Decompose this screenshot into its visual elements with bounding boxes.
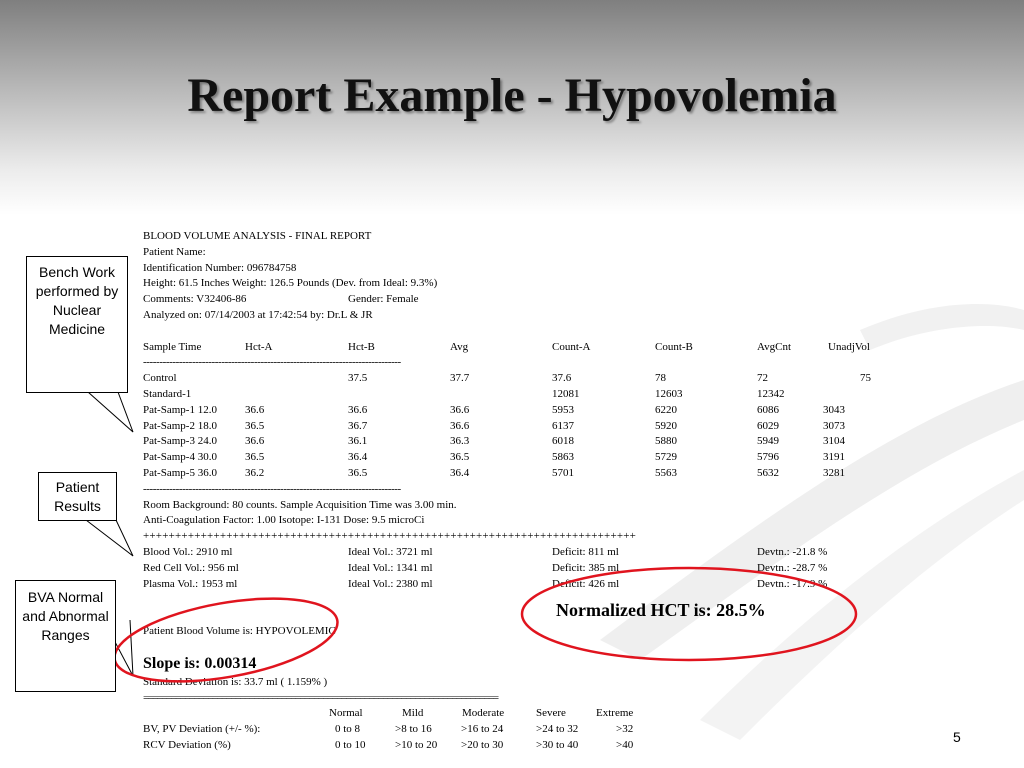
col-header: AvgCnt — [757, 340, 792, 353]
sample-row-cell: Pat-Samp-3 24.0 — [143, 435, 217, 448]
sample-row-cell: 5701 — [552, 466, 574, 479]
sample-row-cell: 5880 — [655, 435, 677, 448]
sample-row-cell: 6220 — [655, 403, 677, 416]
volume-row-cell: Plasma Vol.: 1953 ml — [143, 577, 238, 590]
bench-callout — [26, 256, 128, 393]
sample-row-cell: 3281 — [823, 466, 845, 479]
range-row-cell: >32 — [616, 723, 634, 736]
sample-row-cell: 6086 — [757, 403, 779, 416]
sample-row-cell: 36.4 — [348, 451, 368, 464]
col-header: UnadjVol — [828, 340, 870, 353]
volume-row-cell: Blood Vol.: 2910 ml — [143, 545, 233, 558]
range-row-cell: 0 to 10 — [335, 738, 366, 751]
bva-callout — [15, 580, 116, 692]
col-header: Sample Time — [143, 340, 202, 353]
sample-row-cell: 37.5 — [348, 372, 368, 385]
sample-row-cell: 6137 — [552, 419, 574, 432]
patient-callout-text: Patient Results — [54, 479, 101, 514]
sample-row-cell: 78 — [655, 372, 666, 385]
sample-row-cell: 36.6 — [348, 403, 368, 416]
sample-row-cell: 36.2 — [245, 466, 265, 479]
sample-row-cell: 5863 — [552, 451, 574, 464]
dash-line-text: ------------------------------------------------------------------------------- — [143, 482, 401, 495]
range-row-cell: >16 to 24 — [461, 723, 504, 736]
sample-row-cell: 36.6 — [450, 403, 470, 416]
sample-row-cell: 36.3 — [450, 435, 470, 448]
col-header: Count-B — [655, 340, 693, 353]
range-row-cell: >8 to 16 — [395, 723, 432, 736]
sample-row-cell: Pat-Samp-1 12.0 — [143, 403, 217, 416]
plus-line-text: +++++++++++++++++++++++++++++++++++++++++++++++++++++++++++++++++++++++++++++ — [143, 530, 637, 543]
sample-row-cell: 37.7 — [450, 372, 470, 385]
range-row-cell: >10 to 20 — [395, 738, 438, 751]
sample-row-cell: 3043 — [823, 403, 845, 416]
patient-callout — [38, 472, 117, 521]
comments-text: Comments: V32406-86 — [143, 293, 247, 306]
sample-row-cell: 36.7 — [348, 419, 368, 432]
sample-row-cell: 36.5 — [450, 451, 470, 464]
anticoag-text: Anti-Coagulation Factor: 1.00 Isotope: I-131 Dose: 9.5 microCi — [143, 514, 425, 527]
sample-row-cell: 36.6 — [245, 435, 265, 448]
sample-row-cell: Pat-Samp-4 30.0 — [143, 451, 217, 464]
sample-row-cell: 6018 — [552, 435, 574, 448]
volume-row-cell: Red Cell Vol.: 956 ml — [143, 561, 239, 574]
col-header: Hct-B — [348, 340, 375, 353]
analyzed-text: Analyzed on: 07/14/2003 at 17:42:54 by: Dr.L & JR — [143, 308, 373, 321]
std-dev-text: Standard Deviation is: 33.7 ml ( 1.159% ) — [143, 675, 328, 688]
volume-row-cell: Ideal Vol.: 1341 ml — [348, 561, 433, 574]
report-heading-text: BLOOD VOLUME ANALYSIS - FINAL REPORT — [143, 230, 372, 242]
col-header: Avg — [450, 340, 469, 353]
patient-bv-text: Patient Blood Volume is: HYPOVOLEMIC — [143, 625, 336, 638]
col-header: Hct-A — [245, 340, 273, 353]
sample-row-cell: 5920 — [655, 419, 677, 432]
room-background-text: Room Background: 80 counts. Sample Acquisition Time was 3.00 min. — [143, 498, 457, 511]
sample-row-cell: 75 — [860, 372, 871, 385]
range-row-cell: >30 to 40 — [536, 738, 579, 751]
range-row-cell: >40 — [616, 738, 634, 751]
volume-row-cell: Ideal Vol.: 2380 ml — [348, 577, 433, 590]
sample-row-cell: Pat-Samp-5 36.0 — [143, 466, 217, 479]
sample-row-cell: 72 — [757, 372, 768, 385]
sample-row-cell: 5953 — [552, 403, 574, 416]
range-row-cell: 0 to 8 — [335, 723, 361, 736]
sample-row-cell: 12603 — [655, 387, 683, 400]
volume-row-cell: Devtn.: -28.7 % — [757, 561, 828, 574]
range-row-cell: RCV Deviation (%) — [143, 738, 231, 751]
sample-row-cell: 12342 — [757, 387, 785, 400]
range-header: Normal — [329, 707, 363, 720]
sample-row-cell: 6029 — [757, 419, 779, 432]
volume-row-cell: Deficit: 811 ml — [552, 545, 619, 558]
sample-row-cell: 5632 — [757, 466, 779, 479]
range-row-cell: >24 to 32 — [536, 723, 579, 736]
col-header: Count-A — [552, 340, 591, 353]
sample-row-cell: 3191 — [823, 451, 845, 464]
sample-row-cell: 5796 — [757, 451, 779, 464]
sample-row-cell: Pat-Samp-2 18.0 — [143, 419, 217, 432]
bench-callout-text: Bench Work performed by Nuclear Medicine — [35, 264, 119, 337]
volume-row-cell: Ideal Vol.: 3721 ml — [348, 545, 433, 558]
patient-name-text: Patient Name: — [143, 245, 206, 258]
sample-row-cell: 36.5 — [245, 419, 265, 432]
sample-row-cell: 36.4 — [450, 466, 470, 479]
volume-row-cell: Devtn.: -21.8 % — [757, 545, 828, 558]
sample-row-cell: 36.5 — [245, 451, 265, 464]
range-header: Moderate — [462, 707, 505, 720]
range-header: Mild — [402, 707, 424, 720]
normalized-hct: Normalized HCT is: 28.5% — [556, 600, 766, 620]
height-weight-text: Height: 61.5 Inches Weight: 126.5 Pounds (Dev. from Ideal: 9.3%) — [143, 277, 438, 290]
sample-row-cell: 3073 — [823, 419, 845, 432]
sample-row-cell: Standard-1 — [143, 387, 192, 400]
range-row-cell: >20 to 30 — [461, 738, 504, 751]
slope-text: Slope is: 0.00314 — [143, 654, 257, 672]
range-row-cell: BV, PV Deviation (+/- %): — [143, 723, 261, 736]
eq-line-text: ============================================================================= — [143, 691, 498, 704]
slide-title: Report Example - Hypovolemia — [187, 69, 837, 122]
dash-line-text: ------------------------------------------------------------------------------- — [143, 356, 401, 369]
volume-row-cell: Deficit: 385 ml — [552, 561, 620, 574]
volume-row-cell: Devtn.: -17.9 % — [757, 577, 828, 590]
sample-row-cell: 37.6 — [552, 372, 572, 385]
gender-text: Gender: Female — [348, 293, 419, 306]
sample-row-cell: Control — [143, 372, 177, 385]
sample-row-cell: 12081 — [552, 387, 580, 400]
volume-row-cell: Deficit: 426 ml — [552, 577, 620, 590]
sample-row-cell: 5729 — [655, 451, 677, 464]
range-header: Severe — [536, 707, 566, 720]
sample-row-cell: 3104 — [823, 435, 845, 448]
range-header: Extreme — [596, 707, 634, 720]
id-number-text: Identification Number: 096784758 — [143, 261, 297, 274]
sample-row-cell: 5563 — [655, 466, 677, 479]
sample-row-cell: 36.6 — [450, 419, 470, 432]
sample-row-cell: 36.5 — [348, 466, 368, 479]
sample-row-cell: 36.1 — [348, 435, 368, 448]
sample-row-cell: 5949 — [757, 435, 779, 448]
bva-callout-text: BVA Normal and Abnormal Ranges — [22, 589, 109, 643]
sample-row-cell: 36.6 — [245, 403, 265, 416]
page-number: 5 — [953, 729, 961, 745]
